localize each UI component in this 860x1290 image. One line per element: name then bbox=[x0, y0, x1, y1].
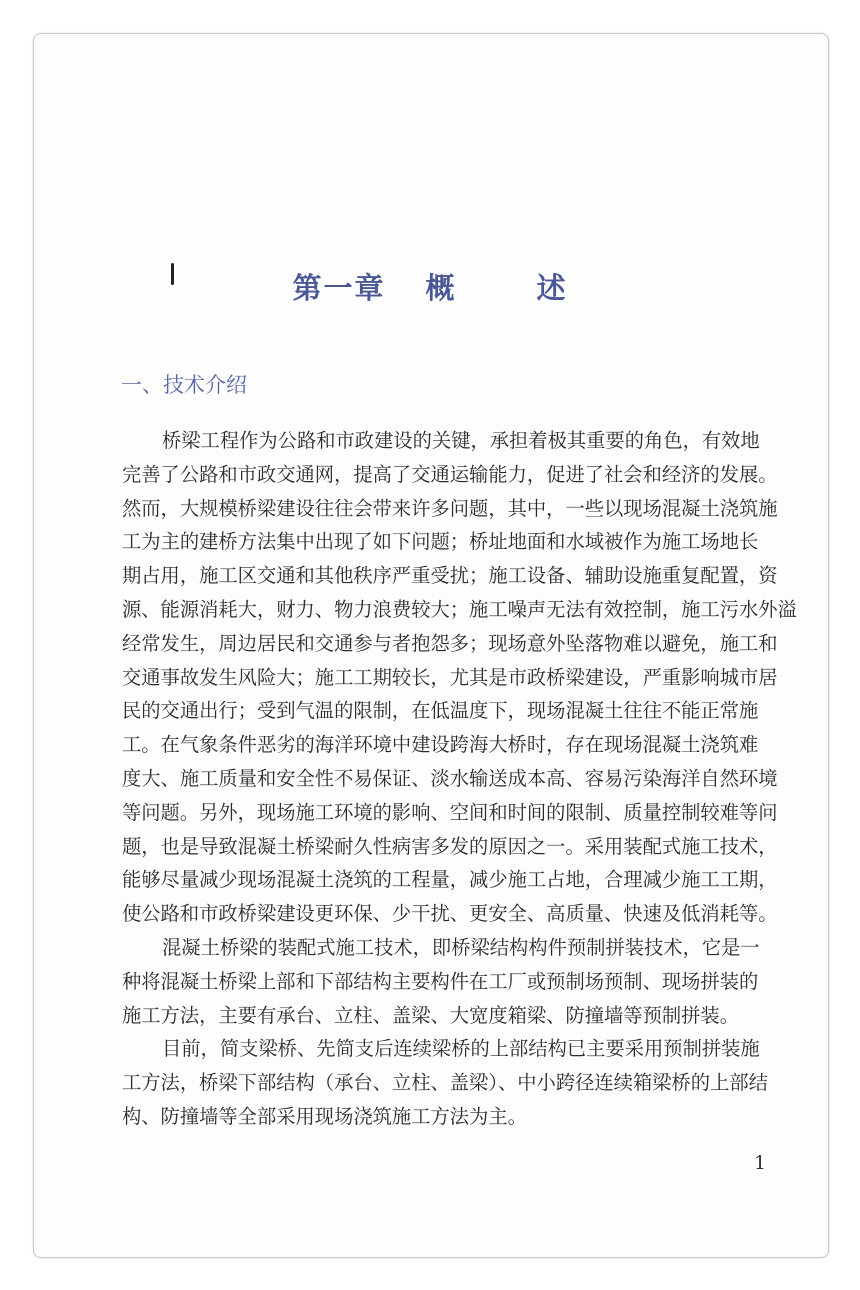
text-line: 目前，简支梁桥、先简支后连续梁桥的上部结构已主要采用预制拼装施 bbox=[162, 1037, 760, 1061]
chapter-title bbox=[0, 266, 860, 307]
paragraph bbox=[122, 931, 760, 1032]
chapter-word-2: 述 bbox=[536, 271, 568, 305]
text-line: 桥梁工程作为公路和市政建设的关键，承担着极其重要的角色，有效地 bbox=[162, 429, 760, 452]
body-text bbox=[122, 424, 797, 1134]
text-line: 交通事故发生风险大；施工工期较长，尤其是市政桥梁建设，严重影响城市居 bbox=[122, 665, 778, 689]
chapter-word-1: 概 bbox=[425, 271, 457, 305]
text-line: 构、防撞墙等全部采用现场浇筑施工方法为主。 bbox=[122, 1104, 527, 1128]
text-line: 能够尽量减少现场混凝土浇筑的工程量，减少施工占地，合理减少施工工期， bbox=[122, 868, 778, 892]
text-line: 期占用，施工区交通和其他秩序严重受扰；施工设备、辅助设施重复配置，资 bbox=[122, 564, 778, 588]
text-line: 种将混凝土桥梁上部和下部结构主要构件在工厂或预制场预制、现场拼装的 bbox=[122, 969, 759, 993]
text-line: 工。在气象条件恶劣的海洋环境中建设跨海大桥时，存在现场混凝土浇筑难 bbox=[122, 733, 759, 757]
text-line: 使公路和市政桥梁建设更环保、少干扰、更安全、高质量、快速及低消耗等。 bbox=[122, 902, 778, 926]
text-line: 题，也是导致混凝土桥梁耐久性病害多发的原因之一。采用装配式施工技术， bbox=[122, 834, 778, 858]
text-line: 混凝土桥梁的装配式施工技术，即桥梁结构构件预制拼装技术，它是一 bbox=[162, 935, 760, 959]
section-heading: 一、技术介绍 bbox=[121, 373, 247, 397]
text-line: 度大、施工质量和安全性不易保证、淡水输送成本高、容易污染海洋自然环境 bbox=[122, 766, 778, 790]
text-line: 完善了公路和市政交通网，提高了交通运输能力，促进了社会和经济的发展。 bbox=[122, 462, 778, 486]
chapter-prefix: 第一章 bbox=[292, 271, 386, 305]
text-line: 等问题。另外，现场施工环境的影响、空间和时间的限制、质量控制较难等问 bbox=[122, 800, 778, 824]
page-number: 1 bbox=[754, 1152, 767, 1174]
text-line: 工方法，桥梁下部结构（承台、立柱、盖梁）、中小跨径连续箱梁桥的上部结 bbox=[122, 1071, 768, 1095]
text-line: 然而，大规模桥梁建设往往会带来许多问题，其中，一些以现场混凝土浇筑施 bbox=[122, 496, 778, 520]
text-line: 工为主的建桥方法集中出现了如下问题；桥址地面和水域被作为施工场地长 bbox=[122, 530, 759, 554]
text-line: 源、能源消耗大，财力、物力浪费较大；施工噪声无法有效控制，施工污水外溢 bbox=[122, 597, 797, 621]
text-line: 经常发生，周边居民和交通参与者抱怨多；现场意外坠落物难以避免，施工和 bbox=[122, 631, 778, 655]
paragraph bbox=[122, 424, 797, 931]
paragraph bbox=[122, 1032, 768, 1133]
text-line: 施工方法，主要有承台、立柱、盖梁、大宽度箱梁、防撞墙等预制拼装。 bbox=[122, 1003, 739, 1027]
text-line: 民的交通出行；受到气温的限制，在低温度下，现场混凝土往往不能正常施 bbox=[122, 699, 759, 723]
